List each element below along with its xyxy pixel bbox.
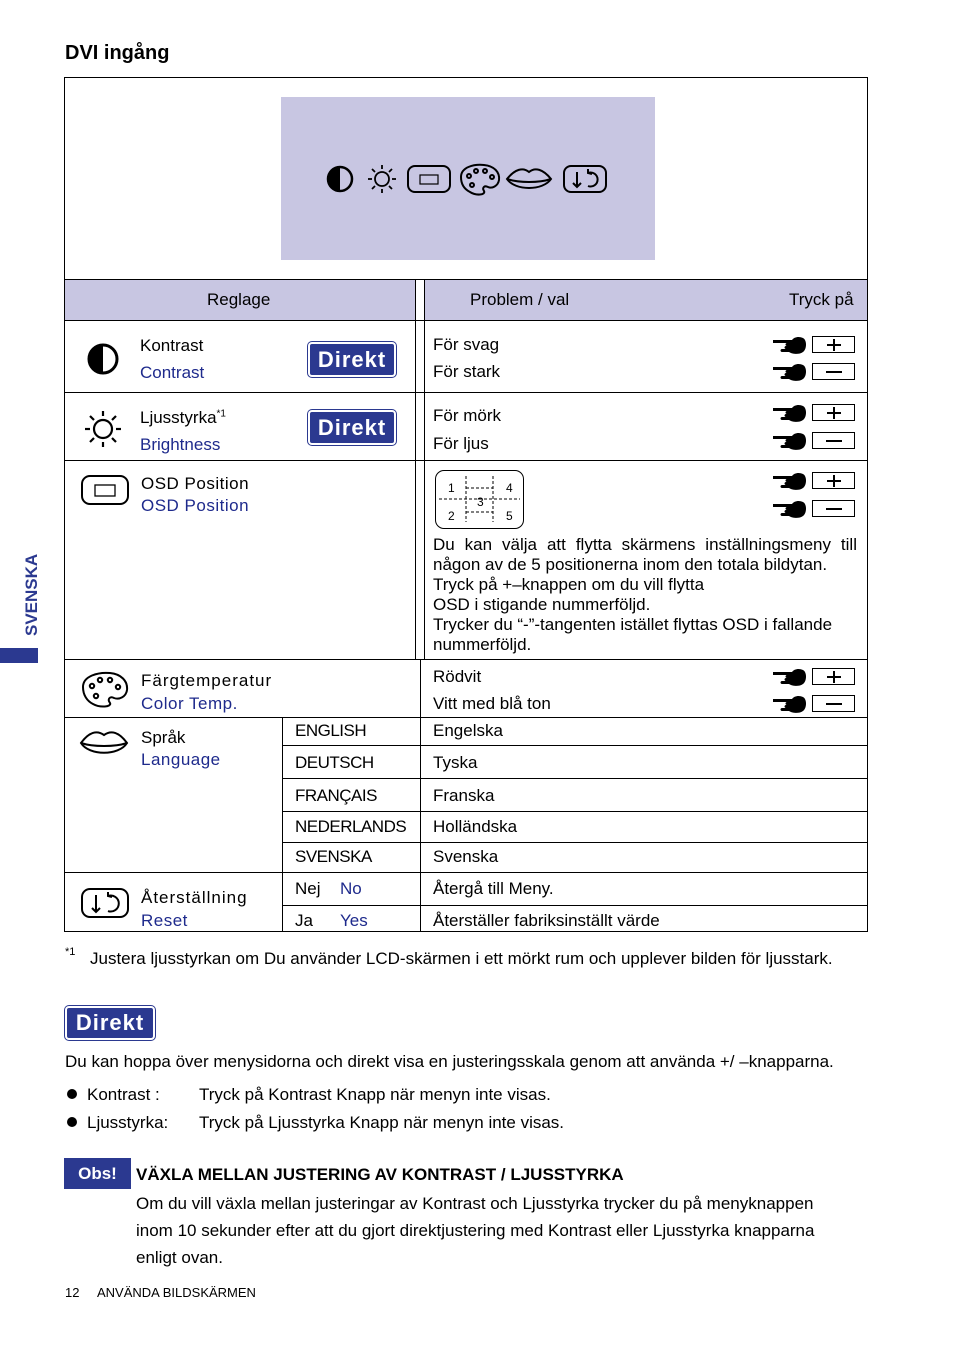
contrast-opt-strong: För stark — [433, 362, 501, 381]
language-option-key: NEDERLANDS — [295, 817, 407, 836]
brightness-icon — [368, 165, 396, 193]
language-option-key: FRANÇAIS — [295, 786, 377, 805]
osd-desc-line: Trycker du “-”-tangenten istället flyttas OSD i fallande — [433, 615, 833, 634]
language-option-key: SVENSKA — [295, 847, 372, 866]
hand-pointer-icon — [772, 402, 808, 424]
header-problem: Problem / val — [470, 290, 570, 309]
contrast-icon — [328, 167, 352, 191]
palette-icon — [461, 165, 499, 195]
brightness-opt-dark: För mörk — [433, 406, 501, 425]
osd-label-sv: OSD Position — [141, 474, 250, 493]
palette-icon — [80, 670, 130, 708]
contrast-label-en: Contrast — [140, 363, 205, 382]
osd-desc-line: någon av de 5 positionerna inom den totala bildytan. — [433, 555, 828, 574]
direkt-badge: Direkt — [65, 1006, 155, 1040]
osd-grid-pos-3: 3 — [477, 495, 484, 509]
osd-grid-pos-4: 4 — [506, 481, 513, 495]
footnote-mark: *1 — [65, 946, 76, 958]
obs-title: VÄXLA MELLAN JUSTERING AV KONTRAST / LJUSSTYRKA — [136, 1165, 624, 1184]
bullet-label: Kontrast : — [87, 1085, 160, 1104]
osd-position-icon — [408, 166, 450, 192]
hand-pointer-icon — [772, 361, 808, 383]
osd-description — [433, 535, 857, 655]
language-option-value: Engelska — [433, 721, 503, 740]
reset-icon — [80, 887, 130, 919]
brightness-icon — [82, 408, 124, 450]
lips-icon — [507, 169, 551, 188]
side-tab-label: SVENSKA — [22, 553, 41, 636]
language-option-value: Franska — [433, 786, 495, 805]
contrast-opt-weak: För svag — [433, 335, 500, 354]
language-option-key: ENGLISH — [295, 721, 367, 740]
color-label-en: Color Temp. — [141, 694, 238, 713]
menu-icons-strip — [281, 97, 655, 260]
hand-pointer-icon — [772, 498, 808, 520]
brightness-label-en: Brightness — [140, 435, 221, 454]
language-option-value: Tyska — [433, 753, 478, 772]
obs-badge: Obs! — [64, 1158, 131, 1189]
osd-desc-line: Du kan välja att flytta skärmens inställningsmeny till — [433, 535, 857, 554]
language-option-value: Holländska — [433, 817, 518, 836]
reset-yes-value: Återställer fabriksinställt värde — [433, 911, 660, 930]
minus-key-icon — [812, 432, 855, 449]
brightness-footnote-mark: *1 — [216, 408, 226, 420]
osd-label-en: OSD Position — [141, 496, 250, 515]
hand-pointer-icon — [772, 430, 808, 452]
language-label-sv: Språk — [141, 728, 186, 747]
plus-key-icon — [812, 336, 855, 353]
page-number: 12 — [65, 1285, 80, 1300]
header-reglage: Reglage — [207, 290, 271, 309]
contrast-label-sv: Kontrast — [140, 336, 204, 355]
lips-icon — [79, 728, 129, 758]
osd-grid-pos-5: 5 — [506, 509, 513, 523]
bullet-dot — [67, 1117, 77, 1127]
osd-position-icon — [80, 474, 130, 506]
osd-desc-line: OSD i stigande nummerföljd. — [433, 595, 651, 614]
brightness-label-sv: Ljusstyrka$^{*1}$ — [140, 408, 226, 427]
bullet-text: Tryck på Kontrast Knapp när menyn inte visas. — [199, 1085, 551, 1104]
plus-key-icon — [812, 668, 855, 685]
minus-key-icon — [812, 695, 855, 712]
reset-yes-sv: Ja — [295, 911, 313, 930]
hand-pointer-icon — [772, 693, 808, 715]
minus-key-icon — [812, 363, 855, 380]
section-title: DVI ingång — [65, 42, 170, 64]
footer-text: ANVÄNDA BILDSKÄRMEN — [97, 1285, 256, 1300]
reset-no-value: Återgå till Meny. — [433, 879, 554, 898]
osd-desc-line: nummerföljd. — [433, 635, 532, 654]
osd-menu-preview — [281, 97, 655, 260]
obs-line: Om du vill växla mellan justeringar av Kontrast och Ljusstyrka trycker du på menyknappen — [136, 1194, 814, 1213]
osd-grid-pos-2: 2 — [448, 509, 455, 523]
contrast-icon — [86, 342, 120, 376]
hand-pointer-icon — [772, 470, 808, 492]
color-opt-red: Rödvit — [433, 667, 482, 686]
color-opt-blue: Vitt med blå ton — [433, 694, 551, 713]
obs-line: enligt ovan. — [136, 1248, 223, 1267]
language-option-key: DEUTSCH — [295, 753, 374, 772]
language-option-value: Svenska — [433, 847, 499, 866]
reset-no-sv: Nej — [295, 879, 321, 898]
side-tab-bar — [0, 648, 38, 663]
reset-label-sv: Återställning — [141, 888, 248, 907]
header-press: Tryck på — [789, 290, 854, 309]
osd-grid-pos-1: 1 — [448, 481, 455, 495]
hand-pointer-icon — [772, 334, 808, 356]
brightness-direct-badge: Direkt — [308, 410, 396, 445]
osd-desc-line: Tryck på +–knappen om du vill flytta — [433, 575, 705, 594]
plus-key-icon — [812, 472, 855, 489]
bullet-text: Tryck på Ljusstyrka Knapp när menyn inte visas. — [199, 1113, 565, 1132]
language-label-en: Language — [141, 750, 221, 769]
direkt-intro: Du kan hoppa över menysidorna och direkt visa en justeringsskala genom att använda +/ –knapparna. — [65, 1052, 834, 1071]
minus-key-icon — [812, 500, 855, 517]
brightness-opt-light: För ljus — [433, 434, 489, 453]
bullet-dot — [67, 1089, 77, 1099]
color-label-sv: Färgtemperatur — [141, 671, 273, 690]
reset-label-en: Reset — [141, 911, 188, 930]
footnote-text: Justera ljusstyrkan om Du använder LCD-skärmen i ett mörkt rum och upplever bilden för ljusstark. — [90, 949, 833, 968]
hand-pointer-icon — [772, 666, 808, 688]
obs-line: inom 10 sekunder efter att du gjort direktjustering med Kontrast eller Ljusstyrka knapparna — [136, 1221, 815, 1240]
bullet-label: Ljusstyrka: — [87, 1113, 169, 1132]
contrast-direct-badge: Direkt — [308, 342, 396, 377]
reset-yes-en: Yes — [340, 911, 368, 930]
reset-no-en: No — [340, 879, 362, 898]
reset-icon — [564, 166, 606, 192]
obs-body — [136, 1190, 868, 1271]
plus-key-icon — [812, 404, 855, 421]
osd-position-grid — [435, 470, 524, 529]
